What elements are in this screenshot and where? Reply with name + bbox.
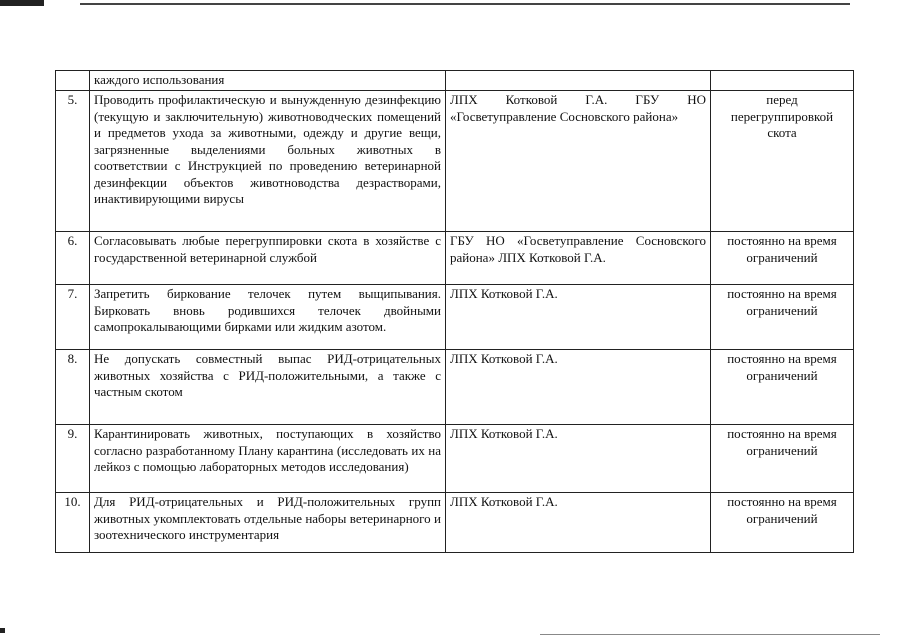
responsible-text: ЛПХ Котковой Г.А. <box>446 493 711 553</box>
term-text: постоянно на время ограничений <box>711 493 854 553</box>
scan-edge-line-top <box>80 3 850 5</box>
responsible-text: ГБУ НО «Госветуправление Сосновского района» ЛПХ Котковой Г.А. <box>446 232 711 285</box>
measure-text: Для РИД-отрицательных и РИД-положительных групп животных укомплектовать отдельные наборы ветеринарного и зоотехнического инструментария <box>90 493 446 553</box>
responsible-text: ЛПХ Котковой Г.А. <box>446 350 711 425</box>
measure-text: Не допускать совместный выпас РИД-отрицательных животных хозяйства с РИД-положительными, а также с частным скотом <box>90 350 446 425</box>
measure-text: каждого использования <box>90 71 446 91</box>
measures-table <box>55 70 854 553</box>
responsible-text <box>446 71 711 91</box>
row-number: 10. <box>56 493 90 553</box>
table-row <box>56 71 854 91</box>
row-number: 9. <box>56 425 90 493</box>
responsible-text: ЛПХ Котковой Г.А. <box>446 425 711 493</box>
table-row <box>56 285 854 350</box>
scan-edge-dot <box>0 628 5 633</box>
row-number <box>56 71 90 91</box>
term-text: постоянно на время ограничений <box>711 350 854 425</box>
row-number: 8. <box>56 350 90 425</box>
table-row <box>56 350 854 425</box>
scan-edge-mark-top <box>0 0 44 6</box>
responsible-text: ЛПХ Котковой Г.А. <box>446 285 711 350</box>
term-text: перед перегруппировкой скота <box>711 91 854 232</box>
measure-text: Карантинировать животных, поступающих в хозяйство согласно разработанному Плану карантина (исследовать их на лейкоз с помощью лабораторных методов исследования) <box>90 425 446 493</box>
measure-text: Проводить профилактическую и вынужденную дезинфекцию (текущую и заключительную) животноводческих помещений и предметов ухода за животными, одежду и другие вещи, загрязненные выделениями больных животных в соответствии с Инструкцией по проведению ветеринарной дезинфекции объектов животноводства дезрастворами, инактивирующими вирусы <box>90 91 446 232</box>
table-row <box>56 232 854 285</box>
row-number: 5. <box>56 91 90 232</box>
row-number: 6. <box>56 232 90 285</box>
table-row <box>56 425 854 493</box>
term-text: постоянно на время ограничений <box>711 232 854 285</box>
row-number: 7. <box>56 285 90 350</box>
scan-edge-line-bottom <box>540 634 880 635</box>
responsible-text: ЛПХ Котковой Г.А. ГБУ НО «Госветуправление Сосновского района» <box>446 91 711 232</box>
table-row <box>56 493 854 553</box>
table-row <box>56 91 854 232</box>
term-text <box>711 71 854 91</box>
term-text: постоянно на время ограничений <box>711 425 854 493</box>
term-text: постоянно на время ограничений <box>711 285 854 350</box>
measure-text: Запретить биркование телочек путем выщипывания. Бирковать вновь родившихся телочек двойными самопрокалывающими бирками или жидким азотом. <box>90 285 446 350</box>
measure-text: Согласовывать любые перегруппировки скота в хозяйстве с государственной ветеринарной службой <box>90 232 446 285</box>
